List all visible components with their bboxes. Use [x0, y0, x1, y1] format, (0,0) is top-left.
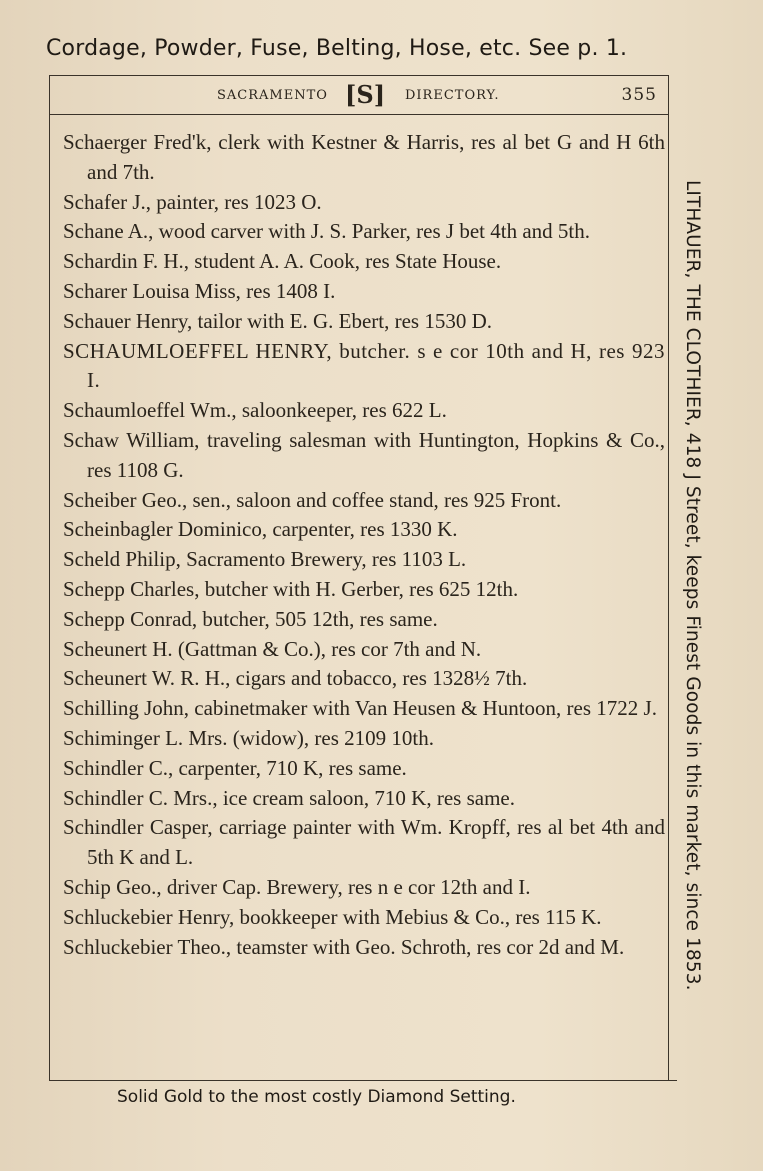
page-frame-bottom-rule — [49, 1080, 677, 1081]
directory-entry: Schilling John, cabinetmaker with Van Heusen & Huntoon, res 1722 J. — [63, 696, 657, 721]
directory-entry: Schluckebier Theo., teamster with Geo. Schroth, res cor 2d and M. — [63, 934, 625, 959]
directory-entry: Schindler C., carpenter, 710 K, res same. — [63, 755, 407, 780]
directory-entry: Schip Geo., driver Cap. Brewery, res n e cor 12th and I. — [63, 874, 531, 899]
directory-entry: Scheinbagler Dominico, carpenter, res 1330 K. — [63, 517, 458, 542]
directory-entries — [63, 128, 665, 962]
top-advertisement: Cordage, Powder, Fuse, Belting, Hose, etc. See p. 1. — [46, 36, 628, 61]
directory-entry: Schauer Henry, tailor with E. G. Ebert, res 1530 D. — [63, 308, 493, 333]
page-number: 355 — [621, 85, 657, 105]
side-advertisement-text: LITHAUER, THE CLOTHIER, 418 J Street, keeps Finest Goods in this market, since 1853. — [682, 180, 703, 991]
directory-entry: Schaw William, traveling salesman with Huntington, Hopkins & Co., res 1108 G. — [63, 427, 665, 482]
running-head-city: SACRAMENTO — [217, 88, 328, 103]
directory-entry: Schluckebier Henry, bookkeeper with Mebius & Co., res 115 K. — [63, 904, 602, 929]
directory-entry: SCHAUMLOEFFEL HENRY, butcher. s e cor 10th and H, res 923 I. — [63, 338, 665, 393]
running-head-title: DIRECTORY. — [405, 88, 500, 103]
directory-entry: Scheunert W. R. H., cigars and tobacco, res 1328½ 7th. — [63, 666, 528, 691]
side-advertisement — [668, 180, 718, 991]
directory-entry: Schardin F. H., student A. A. Cook, res State House. — [63, 249, 502, 274]
directory-entry: Schindler Casper, carriage painter with Wm. Kropff, res al bet 4th and 5th K and L. — [63, 815, 665, 870]
directory-entry: Schepp Charles, butcher with H. Gerber, res 625 12th. — [63, 576, 519, 601]
directory-entry: Schaerger Fred'k, clerk with Kestner & Harris, res al bet G and H 6th and 7th. — [63, 130, 665, 184]
running-head — [49, 78, 669, 115]
directory-entry: Schepp Conrad, butcher, 505 12th, res same. — [63, 606, 438, 631]
directory-entry: Schafer J., painter, res 1023 O. — [63, 189, 322, 214]
directory-entry: Schindler C. Mrs., ice cream saloon, 710 K, res same. — [63, 785, 515, 810]
directory-entry: Schaumloeffel Wm., saloonkeeper, res 622 L. — [63, 398, 447, 423]
directory-entry: Scheiber Geo., sen., saloon and coffee stand, res 925 Front. — [63, 487, 562, 512]
directory-entry: Scheunert H. (Gattman & Co.), res cor 7th and N. — [63, 636, 482, 661]
running-head-letter: [S] — [345, 80, 386, 109]
directory-entry: Scharer Louisa Miss, res 1408 I. — [63, 278, 336, 303]
directory-entry: Schiminger L. Mrs. (widow), res 2109 10th. — [63, 725, 434, 750]
bottom-advertisement: Solid Gold to the most costly Diamond Setting. — [117, 1087, 516, 1107]
directory-entry: Scheld Philip, Sacramento Brewery, res 1103 L. — [63, 547, 467, 572]
directory-entry: Schane A., wood carver with J. S. Parker, res J bet 4th and 5th. — [63, 219, 590, 244]
